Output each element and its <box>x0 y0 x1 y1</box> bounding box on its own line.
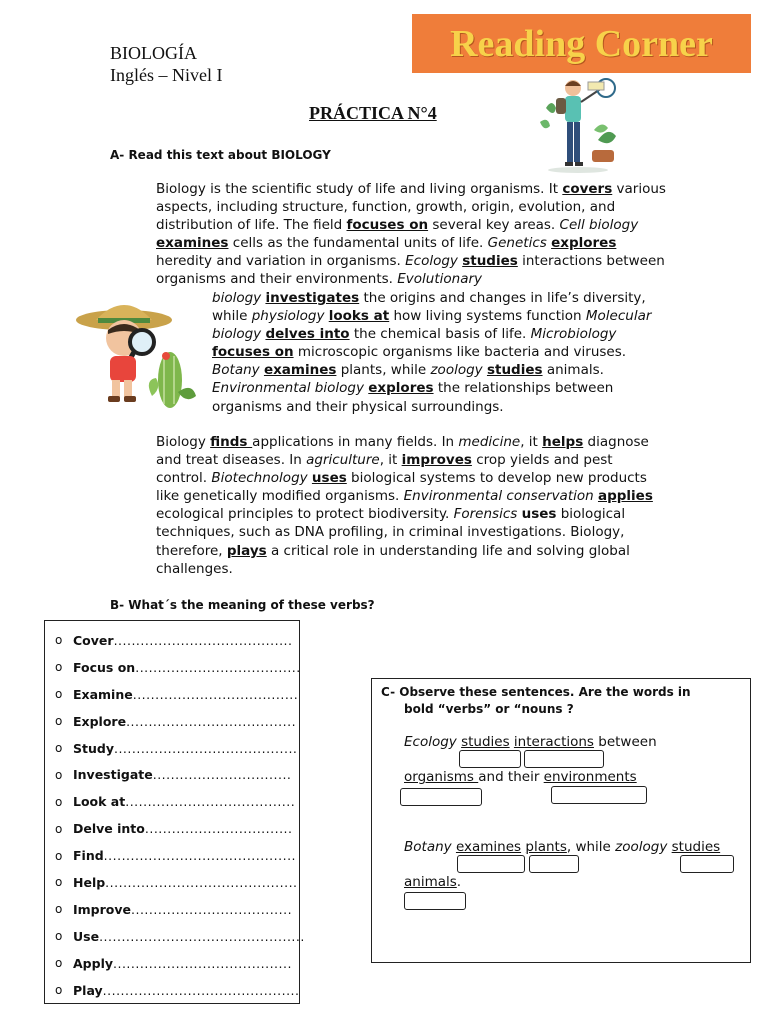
s2-word-studies: studies <box>671 839 721 855</box>
verb-list-item <box>55 761 305 788</box>
answer-dotted-line[interactable]: ............................................ <box>102 982 300 998</box>
italic-term: agriculture <box>306 452 380 469</box>
verb-label: Explore <box>73 713 127 729</box>
italic-term: Cell biology <box>559 217 639 234</box>
verb-list-item <box>55 735 305 762</box>
italic-term: Evolutionary <box>397 271 483 288</box>
answer-dotted-line[interactable]: ......................................... <box>113 740 298 756</box>
bullet-icon: o <box>55 956 63 971</box>
text-run: animals. <box>542 362 604 379</box>
subject-title: BIOLOGÍA <box>110 43 197 63</box>
bullet-icon: o <box>55 902 63 917</box>
answer-dotted-line[interactable]: .................................... <box>131 901 293 917</box>
subject-heading <box>110 42 222 86</box>
text-run: microscopic organisms like bacteria and viruses. <box>293 344 627 361</box>
sentence-1-line-2 <box>404 769 637 785</box>
answer-box-animals[interactable] <box>404 892 466 910</box>
bullet-icon: o <box>55 875 63 890</box>
answer-dotted-line[interactable]: ........................................ <box>113 955 292 971</box>
paragraph-2-text <box>156 434 653 577</box>
s2-word-zoology: zoology <box>615 839 668 855</box>
text-run: several key areas. <box>428 217 560 234</box>
reading-paragraph-1-continued <box>212 289 666 416</box>
italic-term: Forensics <box>453 506 518 523</box>
bullet-icon: o <box>55 821 63 836</box>
bullet-icon: o <box>55 767 63 782</box>
text-run: heredity and variation in organisms. <box>156 253 406 270</box>
s2-word-while: , while <box>566 839 616 855</box>
scientist-illustration <box>538 78 620 174</box>
answer-dotted-line[interactable]: ..................................... <box>132 686 299 702</box>
text-run: crop yields and pest control. <box>156 452 613 487</box>
italic-term: Molecular biology <box>212 308 652 343</box>
highlighted-verb: looks at <box>328 308 390 325</box>
practice-title: PRÁCTICA N°4 <box>309 103 437 123</box>
reading-paragraph-2 <box>156 433 666 578</box>
sentence-1-line-1 <box>404 734 657 750</box>
bullet-icon: o <box>55 848 63 863</box>
paragraph-1-continued-text <box>212 290 651 415</box>
verb-label: Use <box>73 928 100 944</box>
verb-list-item <box>55 815 305 842</box>
italic-term: Biotechnology <box>211 470 308 487</box>
verb-meaning-list-box <box>44 620 305 1004</box>
answer-dotted-line[interactable]: ................................. <box>144 821 293 837</box>
s1-word-interactions: interactions <box>513 734 594 750</box>
highlighted-verb: explores <box>368 380 434 397</box>
highlighted-verb: examines <box>263 362 337 379</box>
s2-word-botany: Botany <box>404 839 452 855</box>
highlighted-verb: finds <box>210 434 253 450</box>
answer-dotted-line[interactable]: ...................................... <box>126 713 297 729</box>
highlighted-verb: applies <box>597 488 653 505</box>
verb-list-item <box>55 654 305 681</box>
italic-term: Environmental conservation <box>403 488 594 505</box>
text-run: , it <box>379 452 402 469</box>
s1-word-between: between <box>598 734 657 750</box>
s1-word-and-their: and their <box>478 769 544 785</box>
s1-word-environments: environments <box>543 769 637 785</box>
highlighted-verb: delves into <box>265 326 350 343</box>
text-run: interactions between organisms and their environments. <box>156 253 665 288</box>
verb-label: Cover <box>73 632 114 648</box>
text-run: Biology is the scientific study of life and living organisms. It <box>156 181 563 197</box>
bullet-icon: o <box>55 794 63 809</box>
text-run: cells as the fundamental units of life. <box>228 235 488 252</box>
verb-label: Find <box>73 848 104 864</box>
verb-label: Play <box>73 982 103 998</box>
text-run: Biology <box>156 434 211 450</box>
verb-list-item <box>55 977 305 1004</box>
bullet-icon: o <box>55 633 63 648</box>
italic-term: Microbiology <box>530 326 617 343</box>
verb-list-item <box>55 869 305 896</box>
s2-period: . <box>456 874 462 890</box>
verb-label: Improve <box>73 901 132 917</box>
verb-label: Examine <box>73 686 133 702</box>
answer-box-interactions[interactable] <box>524 750 604 768</box>
verb-list-item <box>55 708 305 735</box>
answer-dotted-line[interactable]: ........................................ <box>113 632 293 648</box>
highlighted-verb: focuses on <box>346 217 429 234</box>
italic-term: medicine <box>458 434 521 450</box>
verb-label: Apply <box>73 955 114 971</box>
text-run: plants, while <box>336 362 431 379</box>
answer-box-organisms[interactable] <box>400 788 482 806</box>
text-run: the origins and changes in life’s diversity, while <box>212 290 646 325</box>
text-run: , it <box>520 434 543 450</box>
verb-label: Help <box>73 874 106 890</box>
italic-term: Botany <box>212 362 260 379</box>
text-run: the relationships between organisms and their physical surroundings. <box>212 380 614 415</box>
italic-term: Environmental biology <box>212 380 364 397</box>
sentence-2-line-2 <box>404 874 461 890</box>
bullet-icon: o <box>55 983 63 998</box>
italic-term: biology <box>212 290 262 306</box>
italic-term: Genetics <box>487 235 547 252</box>
highlighted-verb: studies <box>462 253 518 270</box>
answer-box-plants[interactable] <box>529 855 579 873</box>
italic-term: physiology <box>251 308 325 325</box>
text-run: various aspects, including structure, function, growth, origin, evolution, and distribution of life. The field <box>156 181 666 234</box>
answer-box-studies[interactable] <box>459 750 521 768</box>
highlighted-verb: explores <box>551 235 617 252</box>
answer-dotted-line[interactable]: .............................................. <box>99 928 305 944</box>
bullet-icon: o <box>55 660 63 675</box>
text-run: the chemical basis of life. <box>349 326 531 343</box>
verb-list-item <box>55 896 305 923</box>
text-run: how living systems function <box>389 308 586 325</box>
verb-list-item <box>55 923 305 950</box>
section-b-heading: B- What´s the meaning of these verbs? <box>110 598 375 612</box>
verb-label: Focus on <box>73 659 136 675</box>
answer-box-examines[interactable] <box>457 855 525 873</box>
text-run: biological systems to develop new products like genetically modified organisms. <box>156 470 647 505</box>
answer-dotted-line[interactable]: ........................................... <box>103 848 297 864</box>
verb-list-item <box>55 681 305 708</box>
highlighted-verb: focuses on <box>212 344 294 361</box>
verb-list-item <box>55 627 305 654</box>
course-level: Inglés – Nivel I <box>110 65 223 85</box>
italic-term: Ecology <box>405 253 458 270</box>
bullet-icon: o <box>55 741 63 755</box>
highlighted-verb: examines <box>156 235 229 252</box>
answer-dotted-line[interactable]: ...................................... <box>125 794 296 810</box>
s2-word-animals: animals <box>404 874 457 890</box>
s2-word-plants: plants <box>525 839 567 855</box>
text-run: applications in many fields. In <box>252 434 459 450</box>
bullet-icon: o <box>55 687 63 702</box>
highlighted-verb: studies <box>486 362 543 379</box>
paragraph-1-text <box>156 181 666 287</box>
section-c-box <box>371 678 751 963</box>
highlighted-verb: helps <box>542 434 584 450</box>
s1-word-studies: studies <box>461 734 510 750</box>
reading-paragraph-1 <box>156 180 666 289</box>
sentence-2-line-1 <box>404 839 720 855</box>
text-run: a critical role in understanding life and solving global challenges. <box>156 542 630 577</box>
highlighted-verb: improves <box>401 452 472 469</box>
verb-list-item <box>55 950 305 977</box>
verb-label: Study <box>73 740 114 756</box>
s1-word-ecology: Ecology <box>404 734 457 750</box>
verb-list-item <box>55 788 305 815</box>
section-c-heading-line-1: C- Observe these sentences. Are the words in <box>381 685 691 699</box>
verb-list-item <box>55 842 305 869</box>
text-run: diagnose and treat diseases. In <box>156 434 649 469</box>
bold-word: uses <box>521 506 557 523</box>
verb-label: Delve into <box>73 821 145 837</box>
italic-term: zoology <box>430 362 483 379</box>
explorer-child-illustration <box>74 296 198 412</box>
verb-label: Investigate <box>73 767 153 783</box>
s2-word-examines: examines <box>455 839 522 855</box>
section-a-heading: A- Read this text about BIOLOGY <box>110 148 331 162</box>
banner-title: Reading Corner <box>450 22 713 65</box>
highlighted-verb: plays <box>226 542 267 559</box>
highlighted-verb: covers <box>562 181 613 197</box>
verb-list <box>55 627 305 1003</box>
s1-word-organisms: organisms <box>404 769 479 785</box>
text-run: biological techniques, such as DNA profiling, in criminal investigations. Biology, therefore, <box>156 506 626 559</box>
reading-corner-banner <box>412 14 751 73</box>
section-c-heading-line-2: bold “verbs” or “nouns ? <box>404 702 574 716</box>
verb-label: Look at <box>73 794 126 810</box>
answer-box-studies-2[interactable] <box>680 855 734 873</box>
answer-dotted-line[interactable]: ............................... <box>152 767 292 783</box>
answer-dotted-line[interactable]: ........................................... <box>105 874 298 890</box>
section-c-heading <box>381 684 736 718</box>
bullet-icon: o <box>55 929 63 944</box>
highlighted-verb: investigates <box>265 290 360 306</box>
text-run: ecological principles to protect biodiversity. <box>156 506 454 523</box>
answer-box-environments[interactable] <box>551 786 647 804</box>
bullet-icon: o <box>55 714 63 729</box>
answer-dotted-line[interactable]: ..................................... <box>135 659 301 675</box>
highlighted-verb: uses <box>311 470 347 487</box>
